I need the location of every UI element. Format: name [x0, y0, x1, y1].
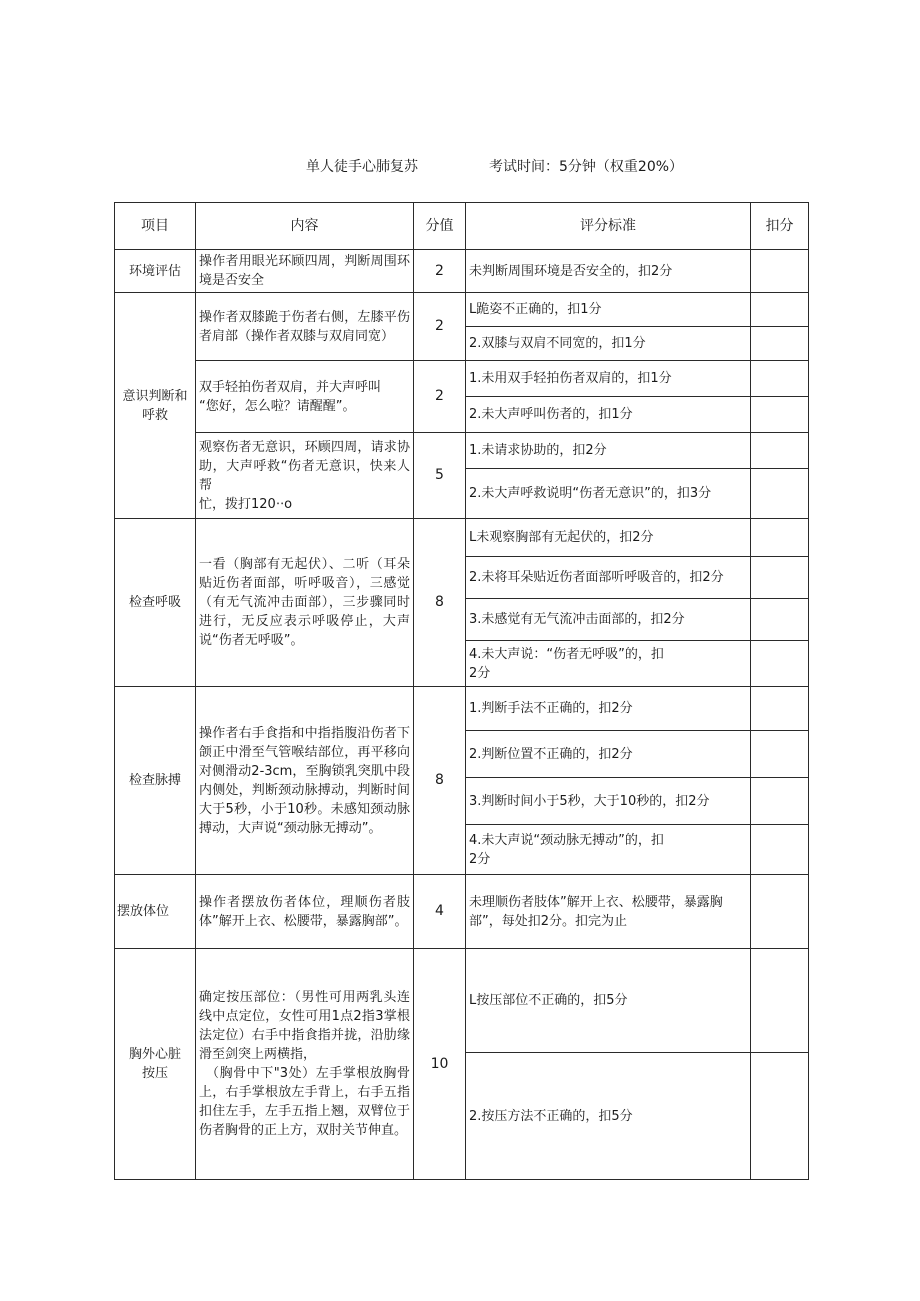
- header-criteria: 评分标准: [466, 203, 751, 250]
- content-cell: 操作者摆放伤者体位，理顺伤者肢体”解开上衣、松腰带，暴露胸部”。: [196, 875, 414, 949]
- table-row: [115, 519, 809, 557]
- criteria-cell: 1.未用双手轻拍伤者双肩的，扣1分: [466, 361, 751, 397]
- header-content: 内容: [196, 203, 414, 250]
- deduction-cell[interactable]: [751, 469, 809, 519]
- criteria-cell: 2.未将耳朵贴近伤者面部听呼吸音的，扣2分: [466, 557, 751, 599]
- deduction-cell[interactable]: [751, 641, 809, 687]
- score-cell: 8: [414, 687, 466, 875]
- header-score: 分值: [414, 203, 466, 250]
- item-cell: 胸外心脏 按压: [115, 949, 196, 1180]
- item-cell: 检查呼吸: [115, 519, 196, 687]
- table-row: [115, 875, 809, 949]
- score-cell: 2: [414, 293, 466, 361]
- header-item: 项目: [115, 203, 196, 250]
- deduction-cell[interactable]: [751, 599, 809, 641]
- exam-time-info: 考试时间：5分钟（权重20%）: [489, 159, 684, 175]
- deduction-cell[interactable]: [751, 250, 809, 293]
- content-cell: 确定按压部位：（男性可用两乳头连线中点定位，女性可用1点2指3掌根法定位）右手中指食指并拢，沿肋缘滑至剑突上两横指， （胸骨中下"3处）左手掌根放胸骨上，右手掌根放左手背上，右手五指扣住左手，左手五指上翘，双臂位于伤者胸骨的正上方，双肘关节伸直。: [196, 949, 414, 1180]
- content-cell: 观察伤者无意识，环顾四周，请求协助，大声呼救“伤者无意识，快来人帮 忙，拨打120⋅⋅o: [196, 433, 414, 519]
- criteria-cell: 2.未大声呼救说明“伤者无意识”的，扣3分: [466, 469, 751, 519]
- table-row: [115, 949, 809, 1053]
- deduction-cell[interactable]: [751, 1053, 809, 1180]
- score-cell: 4: [414, 875, 466, 949]
- item-cell: 检查脉搏: [115, 687, 196, 875]
- table-row: [115, 250, 809, 293]
- deduction-cell[interactable]: [751, 949, 809, 1053]
- criteria-cell: 4.未大声说“颈动脉无搏动”的，扣 2分: [466, 825, 751, 875]
- table-row: [115, 361, 809, 397]
- deduction-cell[interactable]: [751, 557, 809, 599]
- table-row: [115, 687, 809, 731]
- criteria-cell: 1.未请求协助的，扣2分: [466, 433, 751, 469]
- criteria-cell: 3.未感觉有无气流冲击面部的，扣2分: [466, 599, 751, 641]
- deduction-cell[interactable]: [751, 731, 809, 778]
- score-cell: 5: [414, 433, 466, 519]
- criteria-cell: 3.判断时间小于5秒，大于10秒的，扣2分: [466, 778, 751, 825]
- criteria-cell: L未观察胸部有无起伏的，扣2分: [466, 519, 751, 557]
- criteria-cell: 2.双膝与双肩不同宽的，扣1分: [466, 327, 751, 361]
- criteria-cell: 2.按压方法不正确的，扣5分: [466, 1053, 751, 1180]
- criteria-cell: 1.判断手法不正确的，扣2分: [466, 687, 751, 731]
- content-cell: 操作者双膝跪于伤者右侧，左膝平伤者肩部（操作者双膝与双肩同宽）: [196, 293, 414, 361]
- criteria-cell: 4.未大声说：“伤者无呼吸”的，扣 2分: [466, 641, 751, 687]
- deduction-cell[interactable]: [751, 361, 809, 397]
- criteria-cell: 2.判断位置不正确的，扣2分: [466, 731, 751, 778]
- score-cell: 2: [414, 361, 466, 433]
- criteria-cell: L按压部位不正确的，扣5分: [466, 949, 751, 1053]
- deduction-cell[interactable]: [751, 687, 809, 731]
- exam-title: 单人徒手心肺复苏: [306, 159, 418, 175]
- deduction-cell[interactable]: [751, 825, 809, 875]
- criteria-cell: 未理顺伤者肢体”解开上衣、松腰带，暴露胸部”，每处扣2分。扣完为止: [466, 875, 751, 949]
- header-deduction: 扣分: [751, 203, 809, 250]
- deduction-cell[interactable]: [751, 875, 809, 949]
- content-cell: 一看（胸部有无起伏）、二听（耳朵贴近伤者面部，听呼吸音），三感觉（有无气流冲击面部），三步骤同时进行，无反应表示呼吸停止，大声说“伤者无呼吸”。: [196, 519, 414, 687]
- criteria-cell: L跪姿不正确的，扣1分: [466, 293, 751, 327]
- table-header-row: [115, 203, 809, 250]
- deduction-cell[interactable]: [751, 397, 809, 433]
- content-cell: 操作者用眼光环顾四周，判断周围环境是否安全: [196, 250, 414, 293]
- item-cell: 意识判断和 呼救: [115, 293, 196, 519]
- item-cell: 环境评估: [115, 250, 196, 293]
- deduction-cell[interactable]: [751, 433, 809, 469]
- table-row: [115, 433, 809, 469]
- score-cell: 10: [414, 949, 466, 1180]
- deduction-cell[interactable]: [751, 519, 809, 557]
- content-cell: 操作者右手食指和中指指腹沿伤者下颌正中滑至气管喉结部位，再平移向对侧滑动2-3cm，至胸锁乳突肌中段内侧处，判断颈动脉搏动，判断时间大于5秒，小于10秒。未感知颈动脉搏动，大声说“颈动脉无搏动”。: [196, 687, 414, 875]
- table-row: [115, 293, 809, 327]
- criteria-cell: 未判断周围环境是否安全的，扣2分: [466, 250, 751, 293]
- score-cell: 8: [414, 519, 466, 687]
- score-cell: 2: [414, 250, 466, 293]
- scoring-table: [114, 202, 809, 1180]
- content-cell: 双手轻拍伤者双肩，并大声呼叫 “您好，怎么啦？请醒醒”。: [196, 361, 414, 433]
- item-cell: 摆放体位: [115, 875, 196, 949]
- criteria-cell: 2.未大声呼叫伤者的，扣1分: [466, 397, 751, 433]
- deduction-cell[interactable]: [751, 293, 809, 327]
- deduction-cell[interactable]: [751, 327, 809, 361]
- deduction-cell[interactable]: [751, 778, 809, 825]
